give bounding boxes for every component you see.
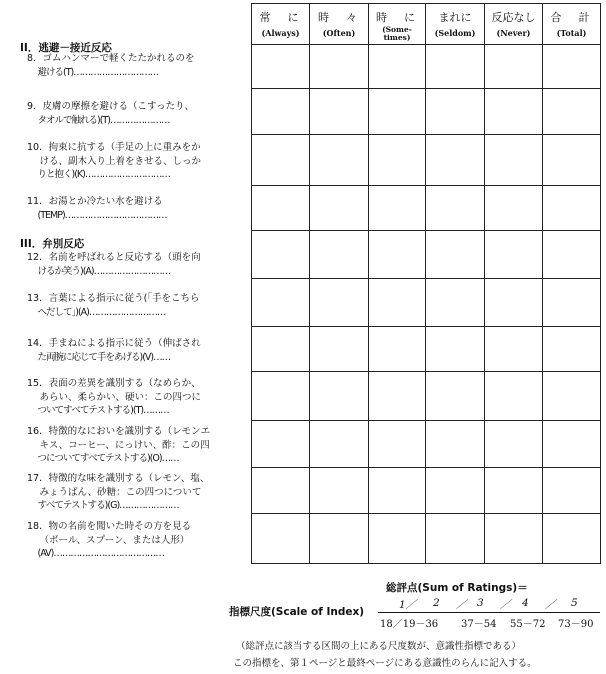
cell[interactable] bbox=[543, 468, 601, 514]
cell[interactable] bbox=[252, 514, 310, 564]
cell[interactable] bbox=[426, 372, 485, 421]
cell[interactable] bbox=[252, 327, 310, 372]
item-14: 14．手まねによる指示に従う（伸ばされ た両腕に応じて手をあげる)(V)…… bbox=[27, 338, 201, 363]
col-header-sometimes: 時 に (Some-times) bbox=[369, 4, 426, 45]
cell[interactable] bbox=[426, 514, 485, 564]
col-header-always: 常 に (Always) bbox=[252, 4, 310, 45]
cell[interactable] bbox=[543, 89, 601, 135]
cell[interactable] bbox=[310, 372, 369, 421]
rating-grid bbox=[251, 3, 601, 564]
cell[interactable] bbox=[543, 279, 601, 327]
cell[interactable] bbox=[252, 279, 310, 327]
cell[interactable] bbox=[426, 327, 485, 372]
cell[interactable] bbox=[252, 186, 310, 231]
cell[interactable] bbox=[485, 89, 543, 135]
cell[interactable] bbox=[485, 135, 543, 186]
cell[interactable] bbox=[543, 45, 601, 89]
cell[interactable] bbox=[310, 135, 369, 186]
cell[interactable] bbox=[485, 279, 543, 327]
cell[interactable] bbox=[310, 279, 369, 327]
cell[interactable] bbox=[543, 514, 601, 564]
fraction-line bbox=[378, 612, 600, 613]
cell[interactable] bbox=[252, 45, 310, 89]
cell[interactable] bbox=[485, 514, 543, 564]
grid-row-item-8 bbox=[252, 45, 601, 89]
cell[interactable] bbox=[369, 89, 426, 135]
grid-row-item-18 bbox=[252, 514, 601, 564]
item-9: 9．皮膚の摩擦を避ける（こすったり、 タオルで触れる)(T)………………… bbox=[27, 101, 194, 126]
cell[interactable] bbox=[426, 135, 485, 186]
col-header-seldom: まれに (Seldom) bbox=[426, 4, 485, 45]
item-13: 13．言葉による指示に従う(「手をこちら へだして」)(A)……………………… bbox=[27, 293, 200, 318]
grid-header-row bbox=[252, 4, 601, 45]
item-18: 18．物の名前を聞いた時その方を見る （ボール、スプーン、または人形） (AV)………………………………… bbox=[27, 521, 192, 559]
cell[interactable] bbox=[310, 45, 369, 89]
cell[interactable] bbox=[543, 186, 601, 231]
cell[interactable] bbox=[426, 468, 485, 514]
cell[interactable] bbox=[369, 514, 426, 564]
grid-row-item-9 bbox=[252, 89, 601, 135]
cell[interactable] bbox=[485, 468, 543, 514]
note-index-rule: （総評点に該当する区間の上にある尺度数が、意識性指標である） bbox=[236, 641, 522, 652]
cell[interactable] bbox=[310, 514, 369, 564]
cell[interactable] bbox=[485, 45, 543, 89]
item-11: 11．お湯とか冷たい水を避ける (TEMP)……………………………… bbox=[27, 196, 167, 221]
cell[interactable] bbox=[485, 421, 543, 468]
item-12: 12．名前を呼ばれると反応する（頭を向 けるか笑う)(A)……………………… bbox=[27, 252, 201, 277]
grid-row-item-13 bbox=[252, 279, 601, 327]
cell[interactable] bbox=[252, 421, 310, 468]
col-header-total: 合 計 (Total) bbox=[543, 4, 601, 45]
cell[interactable] bbox=[485, 186, 543, 231]
scale-of-index-label: 指標尺度(Scale of Index) bbox=[229, 606, 365, 618]
cell[interactable] bbox=[369, 231, 426, 279]
cell[interactable] bbox=[310, 89, 369, 135]
cell[interactable] bbox=[310, 468, 369, 514]
cell[interactable] bbox=[543, 421, 601, 468]
item-16: 16．特徴的なにおいを識別する（レモンエ キス、コーヒー、にっけい、酢：この四 つについてすべてテストする)(O)…… bbox=[27, 426, 211, 464]
cell[interactable] bbox=[426, 89, 485, 135]
cell[interactable] bbox=[252, 468, 310, 514]
cell[interactable] bbox=[252, 135, 310, 186]
item-15: 15．表面の差異を識別する（なめらか、 あらい、柔らかい、硬い：この四つに ついてすべてテストする)(T)……… bbox=[27, 378, 202, 416]
cell[interactable] bbox=[369, 421, 426, 468]
col-header-often: 時 々 (Often) bbox=[310, 4, 369, 45]
grid-row-item-14 bbox=[252, 327, 601, 372]
sum-of-ratings-label: 総評点(Sum of Ratings)＝ bbox=[386, 582, 528, 594]
cell[interactable] bbox=[426, 279, 485, 327]
cell[interactable] bbox=[252, 231, 310, 279]
grid-row-item-11 bbox=[252, 186, 601, 231]
cell[interactable] bbox=[310, 186, 369, 231]
cell[interactable] bbox=[369, 45, 426, 89]
col-header-never: 反応なし (Never) bbox=[485, 4, 543, 45]
cell[interactable] bbox=[369, 135, 426, 186]
section-title-discrimination: III．弁別反応 bbox=[20, 238, 85, 250]
cell[interactable] bbox=[369, 186, 426, 231]
cell[interactable] bbox=[310, 421, 369, 468]
cell[interactable] bbox=[310, 327, 369, 372]
grid-row-item-15 bbox=[252, 372, 601, 421]
cell[interactable] bbox=[426, 231, 485, 279]
cell[interactable] bbox=[543, 231, 601, 279]
item-10: 10．拘束に抗する（手足の上に重みをか ける、副木入り上着をきせる、しっか りと抱く)(K)………………………… bbox=[27, 142, 202, 180]
cell[interactable] bbox=[426, 186, 485, 231]
note-record-instruction: この指標を、第１ページと最終ページにある意識性のらんに記入する。 bbox=[233, 658, 537, 669]
cell[interactable] bbox=[369, 468, 426, 514]
grid-row-item-17 bbox=[252, 468, 601, 514]
item-17: 17．特徴的な味を識別する（レモン、塩、 みょうばん、砂糖：この四つについて すべてテストする)(G)………………… bbox=[27, 473, 210, 511]
cell[interactable] bbox=[543, 327, 601, 372]
cell[interactable] bbox=[252, 89, 310, 135]
grid-row-item-10 bbox=[252, 135, 601, 186]
cell[interactable] bbox=[485, 327, 543, 372]
cell[interactable] bbox=[543, 372, 601, 421]
cell[interactable] bbox=[543, 135, 601, 186]
cell[interactable] bbox=[426, 45, 485, 89]
cell[interactable] bbox=[369, 279, 426, 327]
item-8: 8．ゴムハンマーで軽くたたかれるのを 避ける(T)………………………… bbox=[27, 53, 195, 78]
cell[interactable] bbox=[369, 327, 426, 372]
cell[interactable] bbox=[485, 231, 543, 279]
cell[interactable] bbox=[310, 231, 369, 279]
grid-row-item-12 bbox=[252, 231, 601, 279]
cell[interactable] bbox=[485, 372, 543, 421]
grid-row-item-16 bbox=[252, 421, 601, 468]
cell[interactable] bbox=[426, 421, 485, 468]
cell[interactable] bbox=[369, 372, 426, 421]
cell[interactable] bbox=[252, 372, 310, 421]
section-title-avoidance: II．逃避－接近反応 bbox=[20, 42, 112, 54]
